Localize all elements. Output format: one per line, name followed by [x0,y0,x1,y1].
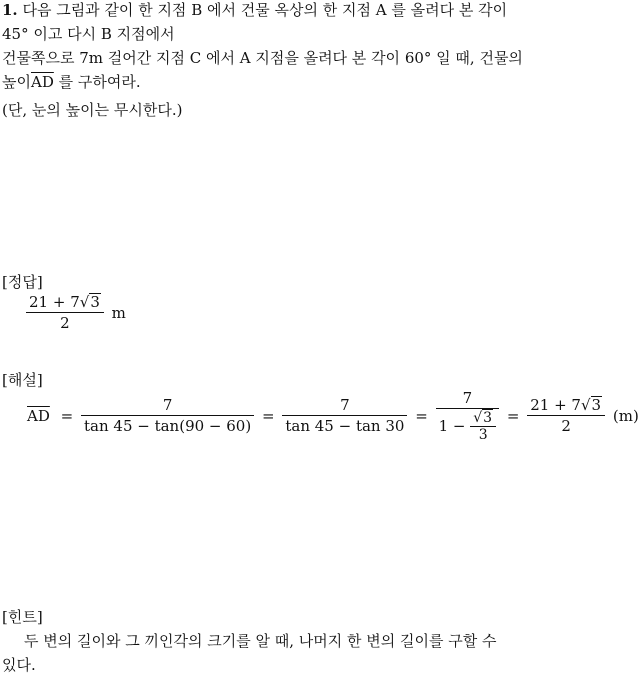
fraction-3-num: 7 [436,388,500,409]
equals-sign: = [415,406,428,425]
explanation-lhs: $\overline{AD}$ [27,406,50,425]
answer-expression [26,292,129,333]
equals-sign: = [262,406,275,425]
equals-sign: = [506,406,520,425]
equals-sign: = [60,406,74,425]
problem-line-4 [2,72,141,92]
explanation-expression [24,388,642,443]
fraction-4 [527,395,605,436]
fraction-3-den [436,409,500,443]
fraction-3 [436,388,500,443]
fraction-3-inner-radicand: 3 [483,410,493,426]
problem-text-1: 다음 그림과 같이 한 지점 B 에서 건물 옥상의 한 지점 A 를 올려다 본 각이 [22,1,508,19]
answer-numerator [26,292,104,313]
fraction-4-num [527,395,605,416]
problem-line-1 [2,0,507,20]
fraction-4-num-text: 21 + 7 [530,396,581,414]
explanation-label: [해설] [2,371,43,389]
problem-text-4-prefix: 높이 [2,73,31,91]
problem-line-2: 45° 이고 다시 B 지점에서 [2,25,175,43]
fraction-3-inner [470,409,496,443]
fraction-1-den: tan 45 − tan(90 − 60) [84,417,252,435]
fraction-1 [81,395,254,436]
radical-sign: √ [473,410,483,426]
fraction-3-inner-den: 3 [478,427,488,443]
problem-text-4-suffix: 를 구하여라. [53,73,141,91]
fraction-2-num: 7 [282,395,407,416]
radical-sign: √ [580,396,591,414]
answer-num-text: 21 + 7 [29,293,80,311]
fraction-4-radicand: 3 [591,396,602,414]
hint-line-2: 있다. [2,656,36,674]
fraction-4-den: 2 [561,417,571,435]
answer-fraction [26,292,104,333]
segment-ad: $\overline{AD}$ [30,73,54,91]
radical-sign: √ [79,293,90,311]
fraction-3-den-prefix: 1 − [438,417,466,435]
hint-label: [힌트] [2,608,43,626]
fraction-2-den: tan 45 − tan 30 [285,417,405,435]
answer-denominator: 2 [60,314,70,332]
answer-unit: m [111,303,126,322]
fraction-1-num: 7 [81,395,254,416]
problem-line-5: (단, 눈의 높이는 무시한다.) [2,101,183,119]
fraction-2 [282,395,407,436]
fraction-3-inner-num [470,409,496,427]
hint-line-1: 두 변의 길이와 그 끼인각의 크기를 알 때, 나머지 한 변의 길이를 구할 수 [24,632,497,650]
problem-number: 1. [2,1,18,19]
problem-line-3: 건물쪽으로 7m 걸어간 지점 C 에서 A 지점을 올려다 본 각이 60° 일 때, 건물의 [2,49,523,67]
explanation-unit: (m) [612,406,639,425]
answer-radicand: 3 [90,293,100,311]
answer-label: [정답] [2,273,43,291]
